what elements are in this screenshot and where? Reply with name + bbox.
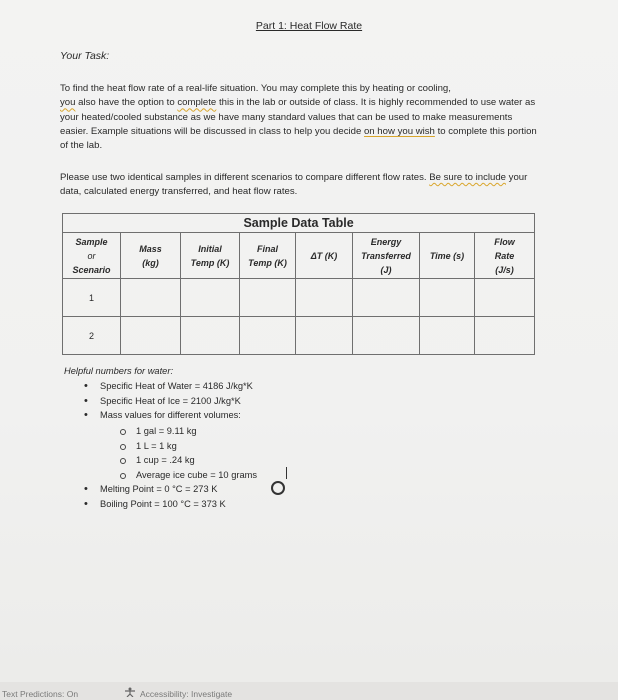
table-cell[interactable] (121, 317, 181, 355)
temperature-points-list (84, 482, 226, 511)
table-cell[interactable] (420, 279, 475, 317)
list-item: • Boiling Point = 100 °C = 373 K (84, 497, 226, 512)
table-cell[interactable] (181, 317, 240, 355)
helpful-heading: Helpful numbers for water: (64, 366, 174, 376)
accessibility-status[interactable]: Accessibility: Investigate (140, 689, 233, 699)
table-cell[interactable] (240, 279, 296, 317)
page-title: Part 1: Heat Flow Rate (255, 20, 363, 32)
text-predictions-status[interactable]: Text Predictions: On (2, 689, 79, 699)
list-item: Average ice cube = 10 grams (120, 468, 257, 483)
table-cell[interactable] (296, 279, 353, 317)
table-cell[interactable] (475, 317, 535, 355)
header-energy: Energy Transferred (J) (353, 233, 420, 279)
table-cell[interactable] (121, 279, 181, 317)
table-cell[interactable] (181, 279, 240, 317)
row-label: 2 (63, 317, 121, 355)
table-title: Sample Data Table (63, 214, 535, 233)
list-item: • Specific Heat of Water = 4186 J/kg*K (84, 379, 253, 394)
accessibility-icon (124, 687, 136, 699)
your-task-heading: Your Task: (60, 50, 110, 62)
header-mass: Mass (kg) (121, 233, 181, 279)
status-bar (0, 682, 618, 700)
table-cell[interactable] (475, 279, 535, 317)
list-item: 1 cup = .24 kg (120, 453, 257, 468)
list-item: 1 L = 1 kg (120, 439, 257, 454)
list-item: • Mass values for different volumes: (84, 408, 253, 423)
instructions-paragraph: Please use two identical samples in different scenarios to compare different flow rates. Be sure to include your data, calculated energy transferred, and heat flow rates. (60, 172, 528, 198)
header-final-temp: Final Temp (K) (240, 233, 296, 279)
sample-data-table (62, 213, 535, 355)
list-item: • Melting Point = 0 °C = 273 K (84, 482, 226, 497)
table-cell[interactable] (353, 317, 420, 355)
table-row (63, 317, 535, 355)
pointer-circle-icon (271, 481, 285, 495)
table-row (63, 279, 535, 317)
mass-values-list (120, 424, 257, 482)
table-cell[interactable] (296, 317, 353, 355)
list-item: • Specific Heat of Ice = 2100 J/kg*K (84, 394, 253, 409)
header-initial-temp: Initial Temp (K) (181, 233, 240, 279)
list-item: 1 gal = 9.11 kg (120, 424, 257, 439)
header-flow-rate: Flow Rate (J/s) (475, 233, 535, 279)
table-cell[interactable] (240, 317, 296, 355)
task-paragraph: To find the heat flow rate of a real-life situation. You may complete this by heating or cooling, you also have the option to complete this in the lab or outside of class. It is highly recommended to use water as your heated/cooled substance as we have many standard values that can be used to make measurements easier. Example situations will be discussed in class to help you decide on how you wish to complete this portion of the lab. (60, 83, 537, 152)
header-delta-t: ΔT (K) (296, 233, 353, 279)
row-label: 1 (63, 279, 121, 317)
header-time: Time (s) (420, 233, 475, 279)
helpful-list (84, 379, 253, 423)
text-cursor (286, 467, 287, 479)
table-cell[interactable] (420, 317, 475, 355)
header-sample: Sample or Scenario (63, 233, 121, 279)
table-cell[interactable] (353, 279, 420, 317)
